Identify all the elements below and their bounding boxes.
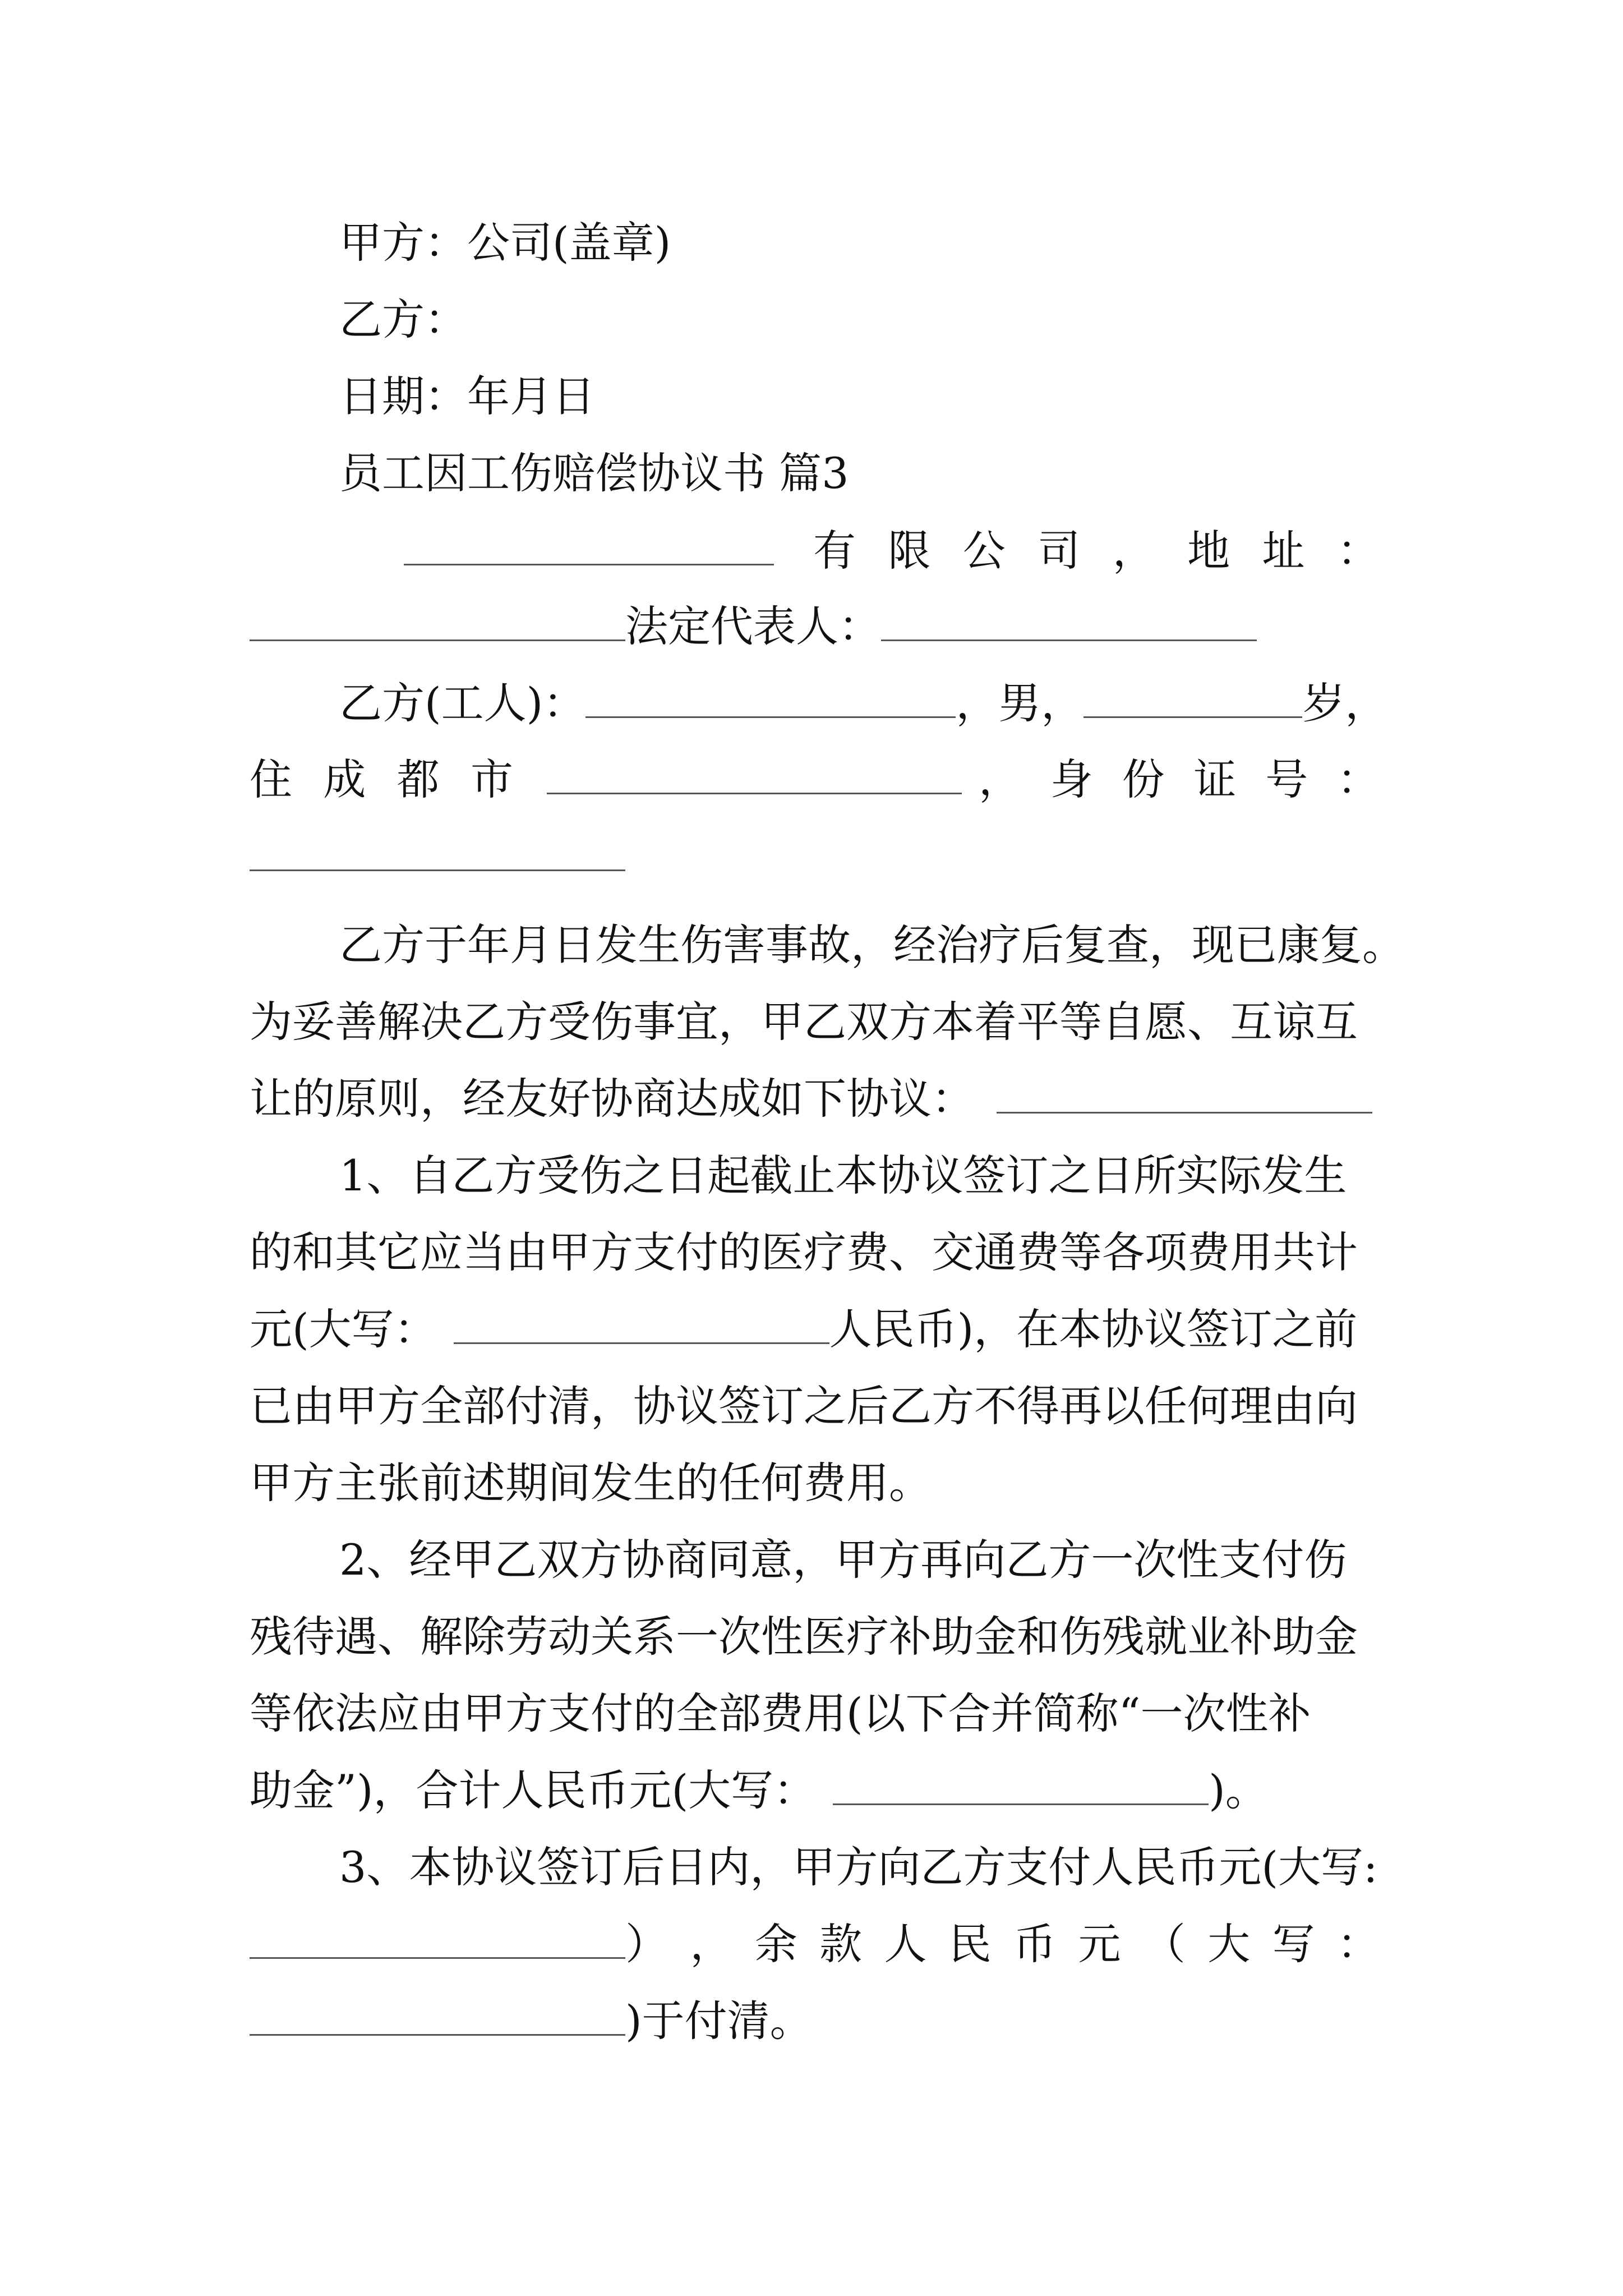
sign-date: 日期：年月日 (339, 371, 595, 421)
legal-rep-blank (881, 591, 1257, 641)
clause2-line-3: 等依法应由甲方支付的全部费用(以下合并简称“一次性补 (250, 1688, 1311, 1738)
company-name-blank (404, 516, 774, 565)
residence-line (250, 739, 1380, 820)
clause1-line-1: 1、自乙方受伤之日起截止本协议签订之日所实际发生 (339, 1151, 1347, 1200)
clause1-line-2: 的和其它应当由甲方支付的医疗费、交通费等各项费用共计 (250, 1227, 1358, 1277)
clause2-line-4: 助金”)，合计人民币元(大写： )。 (250, 1750, 1380, 1831)
party-b-signature: 乙方： (339, 295, 467, 344)
clause1-amount-blank (454, 1294, 829, 1344)
intro-line-3: 让的原则，经友好协商达成如下协议： (250, 1059, 1380, 1139)
residence-label: 住 成 都 市 (250, 754, 513, 804)
address-blank (250, 591, 625, 641)
legal-rep-label: 法定代表人： (625, 601, 881, 651)
intro-blank (997, 1064, 1372, 1114)
clause2-line-2: 残待遇、解除劳动关系一次性医疗补助金和伤残就业补助金 (250, 1612, 1358, 1662)
id-number-blank (250, 821, 625, 871)
worker-line (250, 663, 1388, 744)
clause2-line-1: 2、经甲乙双方协商同意，甲方再向乙方一次性支付伤 (339, 1535, 1347, 1585)
clause1-line-5: 甲方主张前述期间发生的任何费用。 (250, 1458, 932, 1508)
clause2-amount-blank (833, 1755, 1209, 1805)
gender-text: ，男， (956, 678, 1084, 728)
clause3-first-blank (250, 1909, 625, 1959)
clause3-balance-label: ） ， 余 款 人 民 币 元 （ 大 写 ： (625, 1919, 1380, 1969)
company-address-label: 有 限 公 司 ， 地 址 ： (813, 526, 1380, 576)
id-number-label: ， 身 份 证 号 ： (979, 754, 1380, 804)
clause3-line-1: 3、本协议签订后日内，甲方向乙方支付人民币元(大写: (339, 1842, 1378, 1892)
clause3-line-2 (250, 1904, 1380, 1985)
clause3-second-blank (250, 1986, 625, 2036)
age-blank (1083, 668, 1302, 718)
age-suffix: 岁， (1302, 678, 1388, 728)
clause1-line-3: 元(大写： 人民币)，在本协议签订之前 (250, 1289, 1380, 1370)
worker-label: 乙方(工人)： (339, 678, 586, 728)
party-a-signature: 甲方：公司(盖章) (339, 218, 671, 268)
intro-line-2: 为妥善解决乙方受伤事宜，甲乙双方本着平等自愿、互谅互 (250, 997, 1358, 1047)
clause3-line-3: )于付清。 (250, 1981, 1380, 2062)
residence-blank (547, 744, 962, 794)
worker-name-blank (585, 668, 956, 718)
company-address-line (250, 510, 1380, 591)
id-number-line (250, 816, 1380, 897)
legal-rep-line (250, 586, 1380, 667)
clause1-line-4: 已由甲方全部付清，协议签订之后乙方不得再以任何理由向 (250, 1381, 1358, 1431)
section-title: 员工因工伤赔偿协议书 篇3 (339, 448, 849, 498)
intro-line-1: 乙方于年月日发生伤害事故，经治疗后复查，现已康复。 (339, 920, 1405, 970)
